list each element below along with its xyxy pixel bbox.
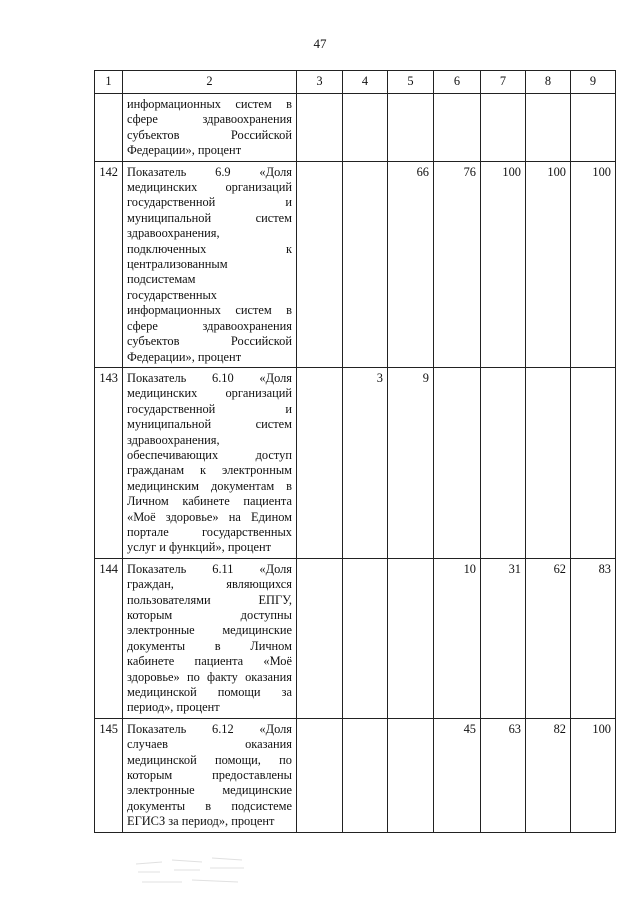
value-cell-c9: 100	[571, 718, 616, 832]
row-number-cell: 142	[95, 161, 123, 367]
value-cell-c5	[388, 94, 434, 162]
header-cell: 9	[571, 71, 616, 94]
value-cell-c8: 82	[526, 718, 571, 832]
description-line: медицинской помощи за	[127, 685, 292, 700]
description-line: граждан, являющихся	[127, 577, 292, 592]
row-number-cell: 143	[95, 367, 123, 558]
value-cell-c9: 83	[571, 558, 616, 718]
table-header-row	[95, 71, 616, 94]
value-cell-c6: 45	[434, 718, 481, 832]
row-number-cell: 144	[95, 558, 123, 718]
value-cell-c9: 100	[571, 161, 616, 367]
description-line: Показатель 6.11 «Доля	[127, 561, 292, 576]
value-cell-c7: 63	[481, 718, 526, 832]
indicator-description-cell	[123, 161, 297, 367]
description-line: информационных систем в	[127, 97, 292, 111]
indicator-description-cell	[123, 94, 297, 162]
value-cell-c8: 62	[526, 558, 571, 718]
value-cell-c9	[571, 94, 616, 162]
value-cell-c7	[481, 94, 526, 162]
description-line: портале государственных	[127, 524, 292, 539]
description-line: Федерации», процент	[127, 349, 242, 364]
table-row	[95, 718, 616, 832]
description-line: субъектов Российской	[127, 127, 292, 142]
description-line: Показатель 6.10 «Доля	[127, 370, 292, 385]
description-line: медицинским документам в	[127, 478, 292, 493]
value-cell-c3	[297, 367, 343, 558]
description-line: медицинских организаций	[127, 386, 292, 401]
description-line: сфере здравоохранения	[127, 318, 292, 333]
description-line: услуг и функций», процент	[127, 540, 272, 555]
value-cell-c8	[526, 94, 571, 162]
description-line: документы в подсистеме	[127, 798, 292, 813]
value-cell-c4	[343, 94, 388, 162]
description-line: гражданам к электронным	[127, 463, 292, 478]
description-line: период», процент	[127, 700, 220, 715]
indicator-description-cell	[123, 558, 297, 718]
header-cell: 5	[388, 71, 434, 94]
table-row	[95, 558, 616, 718]
description-line: «Моё здоровье» на Едином	[127, 509, 292, 524]
value-cell-c5: 66	[388, 161, 434, 367]
description-line: ЕГИСЗ за период», процент	[127, 814, 275, 829]
header-cell: 6	[434, 71, 481, 94]
description-line: кабинете пациента «Моё	[127, 654, 292, 669]
value-cell-c4: 3	[343, 367, 388, 558]
page-number: 47	[313, 36, 327, 51]
header-cell: 8	[526, 71, 571, 94]
description-line: Показатель 6.9 «Доля	[127, 164, 292, 179]
description-line: здоровье» по факту оказания	[127, 669, 292, 684]
value-cell-c9	[571, 367, 616, 558]
value-cell-c3	[297, 161, 343, 367]
description-line: Федерации», процент	[127, 143, 242, 158]
description-line: субъектов Российской	[127, 334, 292, 349]
faint-stamp-mark	[132, 850, 248, 890]
header-cell: 4	[343, 71, 388, 94]
description-line: случаев оказания	[127, 737, 292, 752]
value-cell-c5	[388, 718, 434, 832]
description-line: государственной и	[127, 195, 292, 210]
description-line: Показатель 6.12 «Доля	[127, 721, 292, 736]
description-line: электронные медицинские	[127, 783, 292, 798]
header-cell: 3	[297, 71, 343, 94]
value-cell-c6	[434, 94, 481, 162]
value-cell-c4	[343, 161, 388, 367]
header-cell: 1	[95, 71, 123, 94]
value-cell-c3	[297, 718, 343, 832]
indicator-description-cell	[123, 367, 297, 558]
value-cell-c6: 76	[434, 161, 481, 367]
description-line: Личном кабинете пациента	[127, 494, 292, 509]
value-cell-c3	[297, 558, 343, 718]
table-row	[95, 94, 616, 162]
description-line: государственных	[127, 287, 218, 302]
description-line: подключенных к	[127, 241, 292, 256]
value-cell-c4	[343, 558, 388, 718]
value-cell-c4	[343, 718, 388, 832]
value-cell-c8: 100	[526, 161, 571, 367]
table-row	[95, 367, 616, 558]
description-line: документы в Личном	[127, 638, 292, 653]
row-number-cell	[95, 94, 123, 162]
indicators-table	[94, 70, 616, 833]
value-cell-c6	[434, 367, 481, 558]
description-line: здравоохранения,	[127, 432, 220, 447]
value-cell-c5	[388, 558, 434, 718]
description-line: которым доступны	[127, 608, 292, 622]
description-line: сфере здравоохранения	[127, 112, 292, 127]
description-line: здравоохранения,	[127, 226, 220, 241]
indicator-description-cell	[123, 718, 297, 832]
description-line: подсистемам	[127, 272, 196, 287]
description-line: пользователями ЕПГУ,	[127, 592, 292, 607]
value-cell-c8	[526, 367, 571, 558]
description-line: централизованным	[127, 257, 228, 272]
row-number-cell: 145	[95, 718, 123, 832]
description-line: государственной и	[127, 401, 292, 416]
description-line: медицинской помощи, по	[127, 752, 292, 767]
description-line: которым предоставлены	[127, 768, 292, 783]
description-line: медицинских организаций	[127, 180, 292, 195]
header-cell: 7	[481, 71, 526, 94]
description-line: муниципальной систем	[127, 417, 292, 432]
value-cell-c5: 9	[388, 367, 434, 558]
value-cell-c7: 100	[481, 161, 526, 367]
value-cell-c3	[297, 94, 343, 162]
description-line: информационных систем в	[127, 303, 292, 318]
table-row	[95, 161, 616, 367]
description-line: электронные медицинские	[127, 623, 292, 638]
value-cell-c6: 10	[434, 558, 481, 718]
header-cell: 2	[123, 71, 297, 94]
value-cell-c7: 31	[481, 558, 526, 718]
description-line: муниципальной систем	[127, 210, 292, 225]
description-line: обеспечивающих доступ	[127, 447, 292, 462]
value-cell-c7	[481, 367, 526, 558]
